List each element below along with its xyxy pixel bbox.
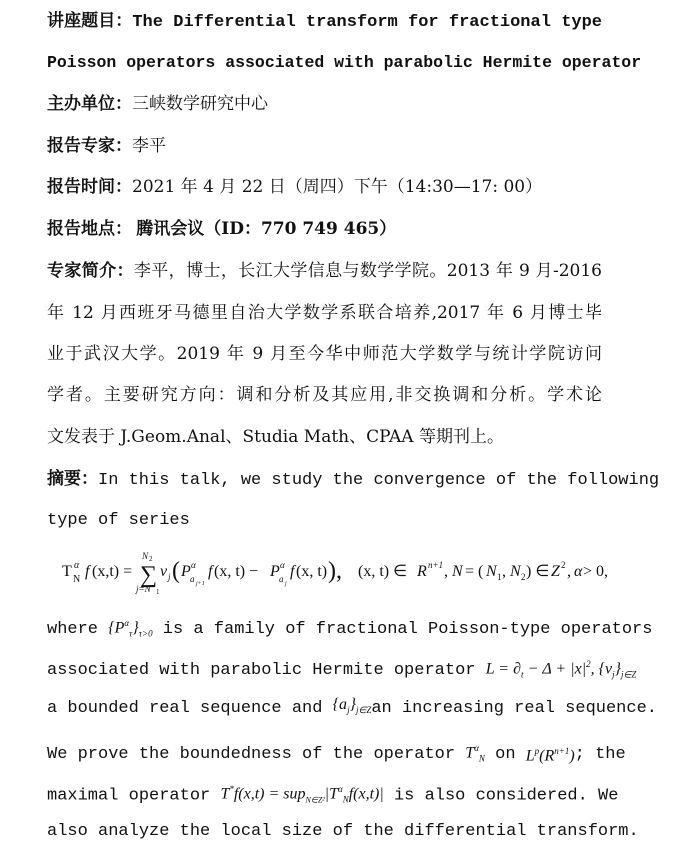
- talk-title-line-1: [47, 10, 602, 34]
- svg-text:α: α: [191, 560, 196, 570]
- abstract-text-6a: We prove the boundedness of the operator: [47, 744, 456, 764]
- speaker-value: 李平: [132, 136, 166, 156]
- organizer-value: 三峡数学研究中心: [132, 94, 268, 114]
- svg-text:> 0,: > 0,: [583, 563, 609, 580]
- svg-text:α: α: [74, 560, 80, 571]
- abstract-text-4a: associated with parabolic Hermite operator: [47, 660, 476, 680]
- svg-text:j: j: [285, 581, 287, 587]
- svg-text:(: (: [172, 558, 180, 584]
- svg-text:P: P: [181, 563, 191, 580]
- svg-text:j+1: j+1: [196, 581, 205, 587]
- svg-text:1: 1: [156, 588, 160, 596]
- abstract-text-7b: is also considered. We: [393, 786, 619, 806]
- abstract-text-5a: a bounded real sequence and: [47, 699, 323, 719]
- svg-text:a: a: [190, 574, 195, 584]
- abstract-text-6c: ; the: [574, 744, 626, 764]
- bio-line-4: 学者。主要研究方向：调和分析及其应用,非交换调和分析。学术论: [47, 385, 602, 405]
- bio-line-3: 业于武汉大学。2019 年 9 月至今华中师范大学数学与统计学院访问: [47, 344, 602, 364]
- svg-text:Z: Z: [551, 563, 560, 580]
- svg-text:),: ),: [328, 558, 342, 584]
- increasing-sequence-symbol: $\{a_j\}_{j\in Z}$: [332, 696, 372, 716]
- place-value: 腾讯会议（ID：770 749 465）: [136, 219, 397, 239]
- bio-line-1: [47, 260, 602, 282]
- bio-text-1: 李平，博士，长江大学信息与数学学院。2013 年 9 月-2016: [133, 261, 602, 281]
- abstract-line-8: also analyze the local size of the differential transform.: [47, 822, 639, 841]
- svg-text:(x, t) ∈: (x, t) ∈: [358, 563, 408, 580]
- svg-text:,: ,: [444, 563, 448, 580]
- lp-space-symbol: $L^p(R^{n+1})$: [525, 745, 575, 764]
- hermite-operator-symbol: $L = \partial_t - \Delta + |x|^2$, $\{v_j\}_{j\in Z}$: [485, 659, 637, 680]
- svg-text:α: α: [574, 563, 583, 580]
- abstract-line-5: [47, 694, 657, 721]
- speaker-line: [47, 135, 602, 157]
- abstract-label: 摘要：: [47, 469, 98, 489]
- place-line: [47, 218, 602, 240]
- svg-text:N: N: [452, 563, 463, 580]
- poisson-family-symbol: $\{P^\alpha_\tau\}_{\tau>0}$: [108, 618, 153, 639]
- talk-title-text-1: The Differential transform for fractional type: [132, 13, 602, 32]
- abstract-line-6: [47, 737, 626, 770]
- bio-line-5: 文发表于 J.Geom.Anal、Studia Math、CPAA 等期刊上。: [47, 427, 504, 447]
- bio-line-2: 年 12 月西班牙马德里自治大学数学系联合培养,2017 年 6 月博士毕: [47, 303, 602, 323]
- time-value: 2021 年 4 月 22 日（周四）下午（14:30—17: 00）: [132, 177, 543, 197]
- svg-text:2: 2: [561, 560, 566, 570]
- abstract-text-3a: where: [47, 619, 99, 639]
- talk-title-line-2: Poisson operators associated with parabolic Hermite operator: [47, 53, 642, 72]
- svg-text:(x,t) =: (x,t) =: [92, 563, 133, 580]
- abstract-text-3b: is a family of fractional Poisson-type operators: [162, 619, 653, 639]
- bio-label: 专家简介：: [47, 261, 134, 281]
- svg-text:N: N: [142, 551, 149, 561]
- maximal-operator-symbol: $T^*f(x,t) = sup_{N\in Z^2}|T^\alpha_Nf(x,t)|$: [220, 784, 384, 805]
- svg-text:P: P: [270, 563, 280, 580]
- abstract-line-1: [47, 468, 660, 492]
- svg-text:2: 2: [149, 555, 153, 563]
- abstract-text-1: In this talk, we study the convergence of the following: [98, 471, 660, 490]
- svg-text:N: N: [510, 563, 521, 580]
- abstract-line-3: [47, 612, 653, 645]
- svg-text:f: f: [85, 563, 90, 580]
- svg-text:(x, t) −: (x, t) −: [214, 563, 259, 580]
- talk-title-label: 讲座题目：: [47, 11, 133, 31]
- svg-text:f: f: [290, 563, 295, 580]
- svg-text:v: v: [160, 563, 168, 580]
- svg-text:n+1: n+1: [428, 560, 444, 570]
- abstract-text-7a: maximal operator: [47, 786, 211, 806]
- svg-text:j=N: j=N: [136, 584, 151, 594]
- svg-text:R: R: [417, 563, 427, 580]
- svg-text:(x, t): (x, t): [296, 563, 328, 580]
- svg-text:∑: ∑: [140, 562, 158, 588]
- speaker-label: 报告专家：: [47, 136, 132, 156]
- svg-text:1: 1: [497, 572, 502, 582]
- svg-text:2: 2: [521, 572, 526, 582]
- svg-text:,: ,: [502, 563, 506, 580]
- organizer-line: [47, 93, 602, 115]
- series-formula: [62, 546, 609, 596]
- abstract-text-5b: an increasing real sequence.: [371, 699, 657, 719]
- time-line: [47, 176, 602, 198]
- svg-text:= (: = (: [465, 563, 484, 580]
- time-label: 报告时间：: [47, 177, 132, 197]
- svg-text:α: α: [280, 560, 285, 570]
- svg-text:j: j: [168, 572, 171, 582]
- svg-text:a: a: [279, 574, 284, 584]
- svg-text:N: N: [486, 563, 497, 580]
- svg-text:N: N: [73, 574, 81, 585]
- abstract-line-4: [47, 653, 637, 686]
- organizer-label: 主办单位：: [47, 94, 132, 114]
- operator-tn-symbol: $T^\alpha_N$: [465, 743, 485, 764]
- place-label: 报告地点：: [47, 219, 132, 239]
- abstract-text-6b: on: [495, 744, 516, 764]
- abstract-line-2: type of series: [47, 511, 190, 530]
- svg-text:T: T: [62, 563, 72, 580]
- svg-text:) ∈: ) ∈: [526, 563, 550, 580]
- svg-text:,: ,: [567, 563, 571, 580]
- svg-text:f: f: [208, 563, 213, 580]
- abstract-line-7: [47, 778, 619, 812]
